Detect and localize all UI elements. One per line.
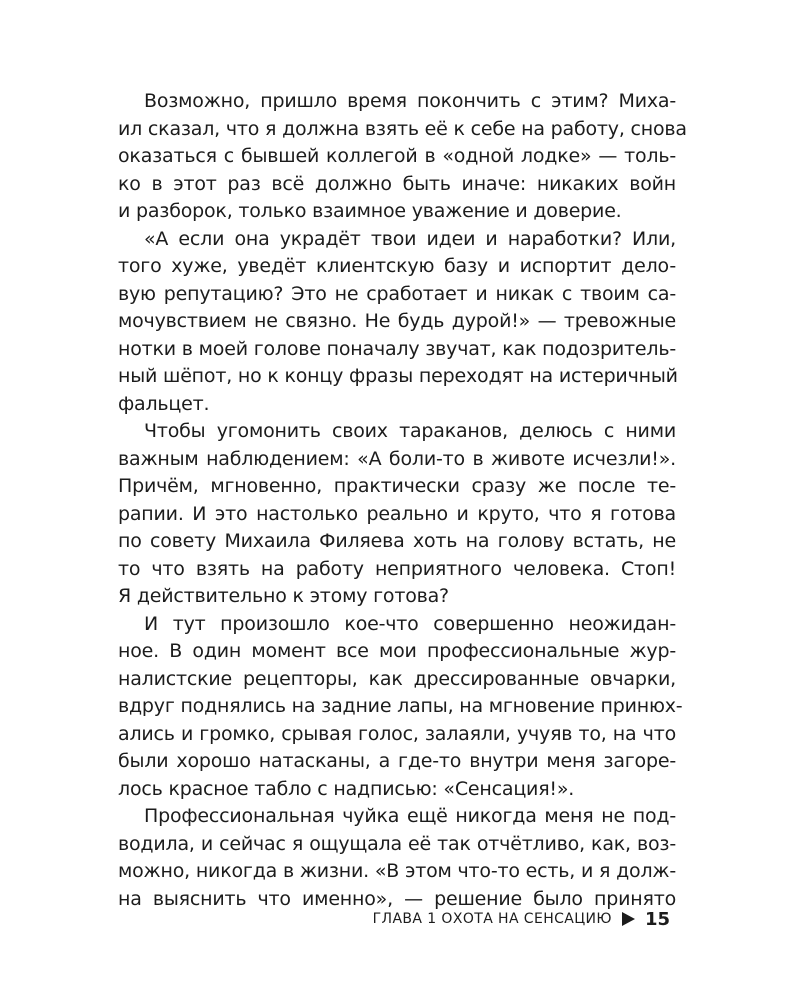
text-line: Профессиональная чуйка ещё никогда меня не под- bbox=[144, 805, 676, 827]
text-line: того хуже, уведёт клиентскую базу и испортит делo- bbox=[118, 255, 676, 277]
text-line: Я действительно к этому готова? bbox=[118, 585, 449, 607]
text-line: можно, никогда в жизни. «В этом что-то есть, и я долж- bbox=[118, 860, 676, 882]
text-line: водила, и сейчас я ощущала её так отчётливо, как, воз- bbox=[118, 832, 676, 855]
text-line: мочувствием не связно. Не будь дурой!» — тревожные bbox=[118, 310, 676, 332]
running-head: ГЛАВА 1 ОХОТА НА СЕНСАЦИЮ bbox=[372, 911, 612, 927]
text-line: ил сказал, что я должна взять её к себе на работу, снова bbox=[118, 117, 687, 140]
text-line: оказаться с бывшей коллегой в «одной лодке» — толь- bbox=[118, 145, 676, 167]
text-line: на выяснить что именно», — решение было принято bbox=[118, 887, 676, 910]
text-line: были хорошо натасканы, а где-то внутри меня загоре- bbox=[118, 750, 676, 772]
text-line: ное. В один момент все мои профессиональные жур- bbox=[118, 640, 676, 662]
text-line: ный шёпот, но к концу фразы переходят на истеричный bbox=[118, 365, 678, 387]
text-line: по совету Михаила Филяева хоть на голову встать, не bbox=[118, 530, 676, 552]
text-line: ались и громко, срывая голос, залаяли, учуяв то, на что bbox=[118, 722, 676, 745]
text-line: то что взять на работу неприятного человека. Стоп! bbox=[118, 557, 676, 580]
text-line: вдруг поднялись на задние лапы, на мгновение принюх- bbox=[118, 695, 683, 717]
text-line: «А если она украдёт твои идеи и наработки? Или, bbox=[144, 227, 676, 250]
text-line: Причём, мгновенно, практически сразу же после те- bbox=[118, 475, 676, 497]
paragraph-2 bbox=[118, 226, 676, 419]
text-line: фальцет. bbox=[118, 392, 210, 415]
text-line: нотки в моей голове поначалу звучат, как подозритель- bbox=[118, 337, 676, 360]
text-line: и разборок, только взаимное уважение и доверие. bbox=[118, 200, 622, 222]
paragraph-1 bbox=[118, 88, 687, 226]
page-footer bbox=[373, 905, 670, 933]
text-line: вую репутацию? Это не сработает и никак с твоим са- bbox=[118, 282, 676, 305]
paragraph-3 bbox=[118, 418, 676, 611]
body-text bbox=[118, 88, 687, 913]
page-number: 15 bbox=[644, 908, 670, 930]
text-line: налистские рецепторы, как дрессированные овчарки, bbox=[118, 667, 676, 690]
paragraph-4 bbox=[118, 611, 683, 804]
text-line: Чтобы угомонить своих тараканов, делюсь с ними bbox=[144, 420, 676, 442]
text-line: ко в этот раз всё должно быть иначе: никаких войн bbox=[118, 172, 676, 195]
triangle-right-icon bbox=[622, 912, 635, 926]
text-line: важным наблюдением: «А боли-то в животе исчезли!». bbox=[118, 447, 676, 470]
paragraph-5 bbox=[118, 803, 676, 913]
text-line: лось красное табло с надписью: «Сенсация!». bbox=[118, 777, 575, 800]
text-line: рапии. И это настолько реально и круто, что я готова bbox=[118, 502, 676, 525]
text-line: Возможно, пришло время покончить с этим? Миха- bbox=[144, 90, 676, 112]
text-line: И тут произошло кое-что совершенно неожидан- bbox=[144, 612, 676, 635]
